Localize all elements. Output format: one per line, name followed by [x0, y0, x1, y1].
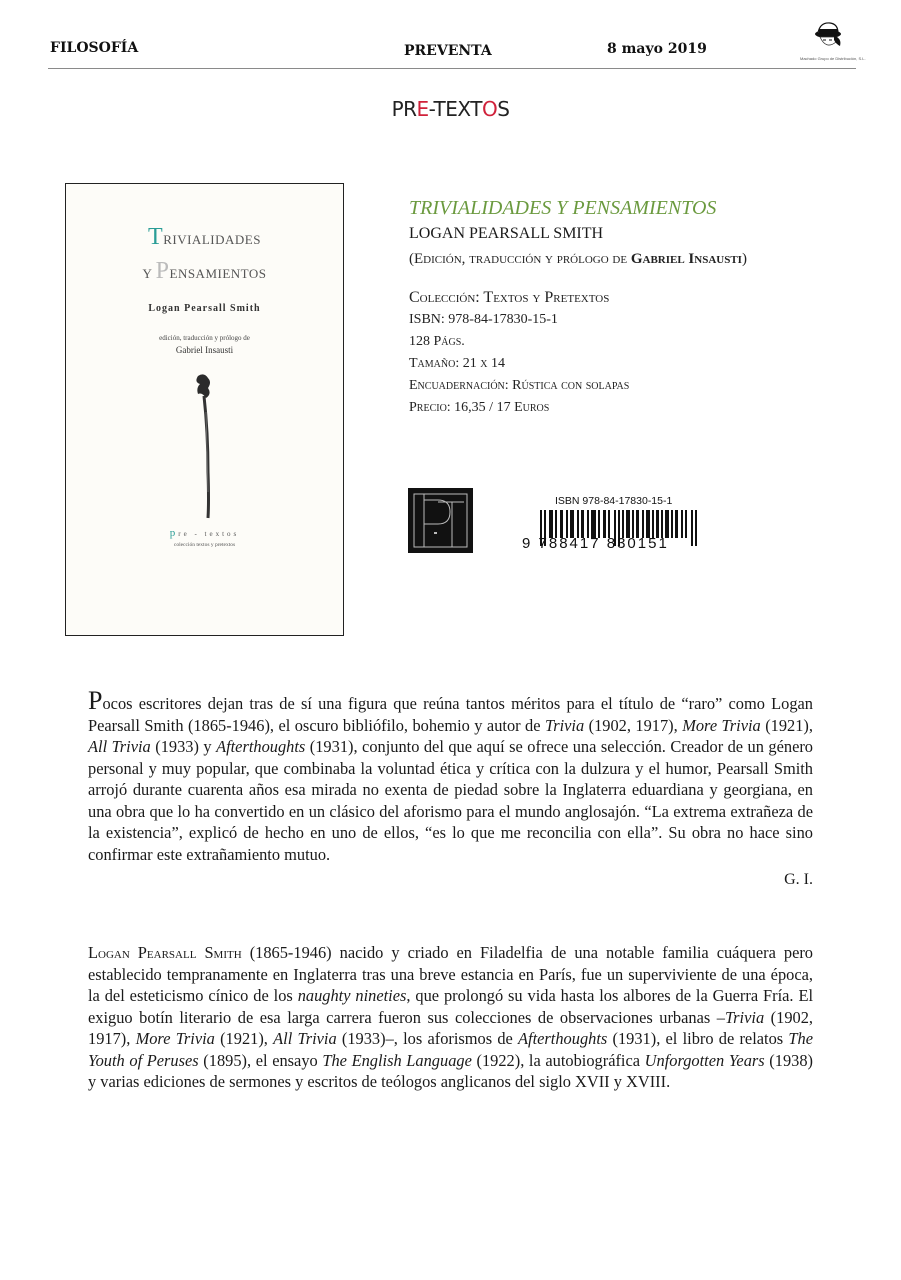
flower-illustration-icon	[184, 372, 224, 522]
cover-edition-line: edición, traducción y prólogo de	[159, 334, 250, 342]
book-author: LOGAN PEARSALL SMITH	[409, 225, 604, 242]
cover-title-line1: TRIVIALIDADES	[148, 224, 261, 250]
synopsis-signature: G. I.	[784, 871, 813, 888]
release-date: 8 mayo 2019	[607, 41, 707, 57]
cover-collection: colección textos y pretextos	[173, 542, 236, 548]
cover-editor: Gabriel Insausti	[175, 345, 234, 355]
presale-label: PREVENTA	[404, 43, 492, 59]
header-divider	[48, 68, 856, 69]
book-edition: (Edición, traducción y prólogo de Gabriel Insausti)	[409, 251, 747, 267]
fedora-hat-man-icon	[804, 20, 858, 56]
book-isbn: ISBN: 978-84-17830-15-1	[409, 312, 558, 327]
book-title: TRIVIALIDADES Y PENSAMIENTOS	[409, 197, 717, 219]
isbn-barcode	[522, 495, 707, 557]
drop-cap: P	[88, 686, 103, 715]
distributor-logo	[800, 20, 866, 64]
distributor-caption: Machado Grupo de Distribución, S.L.	[800, 56, 866, 61]
cover-imprint: pre - textos	[169, 527, 240, 539]
bio-author-name: Logan Pearsall Smith	[88, 943, 242, 962]
book-collection: Colección: Textos y Pretextos	[409, 289, 610, 306]
book-metadata	[409, 287, 859, 419]
book-price: Precio: 16,35 / 17 Euros	[409, 400, 550, 415]
wordmark-accent: O	[481, 97, 498, 121]
wordmark-part: -TEXT	[428, 97, 482, 121]
barcode-isbn-label: ISBN 978-84-17830-15-1	[555, 495, 673, 507]
book-binding: Encuadernación: Rústica con solapas	[409, 378, 630, 393]
pt-monogram-icon	[408, 488, 473, 553]
wordmark-part: S	[497, 97, 510, 121]
publisher-wordmark	[0, 97, 901, 121]
wordmark-accent: E	[416, 97, 429, 121]
synopsis-paragraph: Pocos escritores dejan tras de sí una figura que reúna tantos méritos para el título de “raro” como Logan Pearsall Smith (1865-1946), el oscuro bibliófilo, bohemio y autor de Trivia (1902, 1917), More Trivia (1921), All Trivia (1933) y Afterthoughts (1931), conjunto del que aquí se ofrece una selección. Creador de un género personal y muy popular, que combinaba la voluntad ética y crítica con la dulzura y el humor, Pearsall Smith arrojó durante cuarenta años esa mirada no exenta de piedad sobre la Inglaterra eduardiana y georgiana, en una obra que lo ha convertido en un clásico del aforismo para el mundo anglosajón. “La extrema extrañeza de la existencia”, explicó de hecho en uno de ellos, “es lo que me reconcilia con ella”. Su obra no hace sino confirmar este extrañamiento mutuo.	[88, 686, 813, 864]
book-info	[409, 196, 859, 419]
pt-monogram-logo	[408, 488, 473, 553]
section-label: FILOSOFÍA	[50, 40, 139, 56]
wordmark-part: PR	[391, 97, 417, 121]
author-bio-paragraph: Logan Pearsall Smith (1865-1946) nacido y criado en Filadelfia de una notable familia cuáquera pero establecido tempranamente en Inglaterra tras una breve estancia en París, fue un superviviente de una época, la del esteticismo cínico de los naughty nineties, que prolongó su vida hasta los albores de la Guerra Fría. El exiguo botín literario de esa larga carrera fueron sus colecciones de observaciones urbanas –Trivia (1902, 1917), More Trivia (1921), All Trivia (1933)–, los aforismos de Afterthoughts (1931), el libro de relatos The Youth of Peruses (1895), el ensayo The English Language (1922), la autobiográfica Unforgotten Years (1938) y varias ediciones de sermones y escritos de teólogos anglicanos del siglo XVII y XVIII.	[88, 943, 814, 1091]
book-pages: 128 Págs.	[409, 334, 465, 349]
book-size: Tamaño: 21 x 14	[409, 356, 505, 371]
barcode-digits: 9 788417 830151	[522, 535, 669, 552]
cover-title-line2: Y PENSAMIENTOS	[142, 258, 267, 284]
book-cover	[65, 183, 344, 636]
cover-author: Logan Pearsall Smith	[148, 303, 261, 314]
